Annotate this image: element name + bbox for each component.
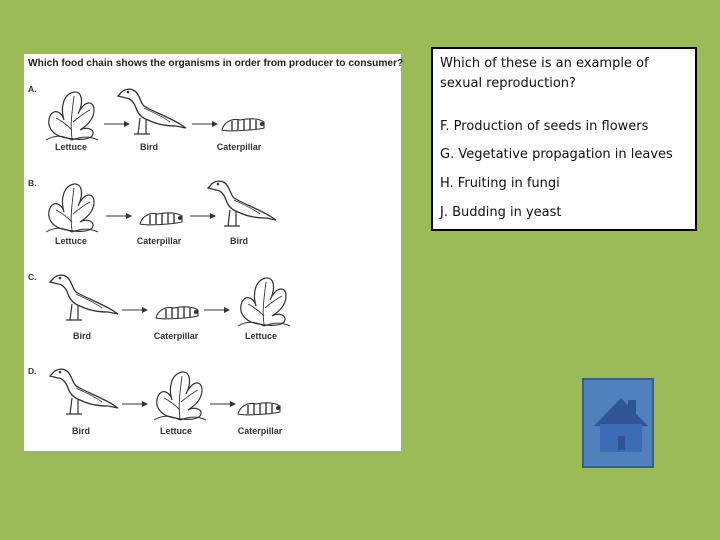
arrow-icon <box>210 400 236 408</box>
caterpillar-icon <box>220 114 268 134</box>
arrow-icon <box>122 400 148 408</box>
answer-option-j[interactable]: J. Budding in yeast <box>440 205 562 220</box>
lettuce-icon <box>42 86 102 144</box>
organism-label: Caterpillar <box>237 426 283 436</box>
bird-icon <box>42 266 122 326</box>
lettuce-icon <box>150 366 210 424</box>
food-chain-question: Which food chain shows the organisms in order from producer to consumer? <box>28 58 404 69</box>
lettuce-icon <box>234 272 294 330</box>
option-b-letter: B. <box>28 178 37 188</box>
home-icon <box>584 380 652 466</box>
bird-icon <box>200 172 280 232</box>
question-box <box>431 47 697 231</box>
arrow-icon <box>204 306 230 314</box>
organism-label: Bird <box>230 236 248 246</box>
organism-label: Lettuce <box>54 236 87 246</box>
home-button[interactable] <box>582 378 654 468</box>
bird-icon <box>42 360 122 420</box>
caterpillar-icon <box>138 208 186 228</box>
answer-option-f[interactable]: F. Production of seeds in flowers <box>440 119 649 134</box>
caterpillar-icon <box>154 302 202 322</box>
option-a-letter: A. <box>28 84 37 94</box>
food-chain-figure <box>24 54 404 451</box>
organism-label: Bird <box>140 142 158 152</box>
question-text: Which of these is an example of sexual reproduction? <box>440 56 649 91</box>
arrow-icon <box>192 120 218 128</box>
answer-option-g[interactable]: G. Vegetative propagation in leaves <box>440 147 673 162</box>
organism-label: Lettuce <box>159 426 192 436</box>
arrow-icon <box>106 212 132 220</box>
organism-label: Caterpillar <box>216 142 262 152</box>
caterpillar-icon <box>236 398 284 418</box>
organism-label: Caterpillar <box>136 236 182 246</box>
organism-label: Bird <box>73 331 91 341</box>
lettuce-icon <box>42 178 102 236</box>
organism-label: Lettuce <box>244 331 277 341</box>
bird-icon <box>110 80 190 140</box>
organism-label: Caterpillar <box>153 331 199 341</box>
organism-label: Bird <box>72 426 90 436</box>
organism-label: Lettuce <box>54 142 87 152</box>
option-d-letter: D. <box>28 366 37 376</box>
option-c-letter: C. <box>28 272 37 282</box>
arrow-icon <box>122 306 148 314</box>
answer-option-h[interactable]: H. Fruiting in fungi <box>440 176 560 191</box>
